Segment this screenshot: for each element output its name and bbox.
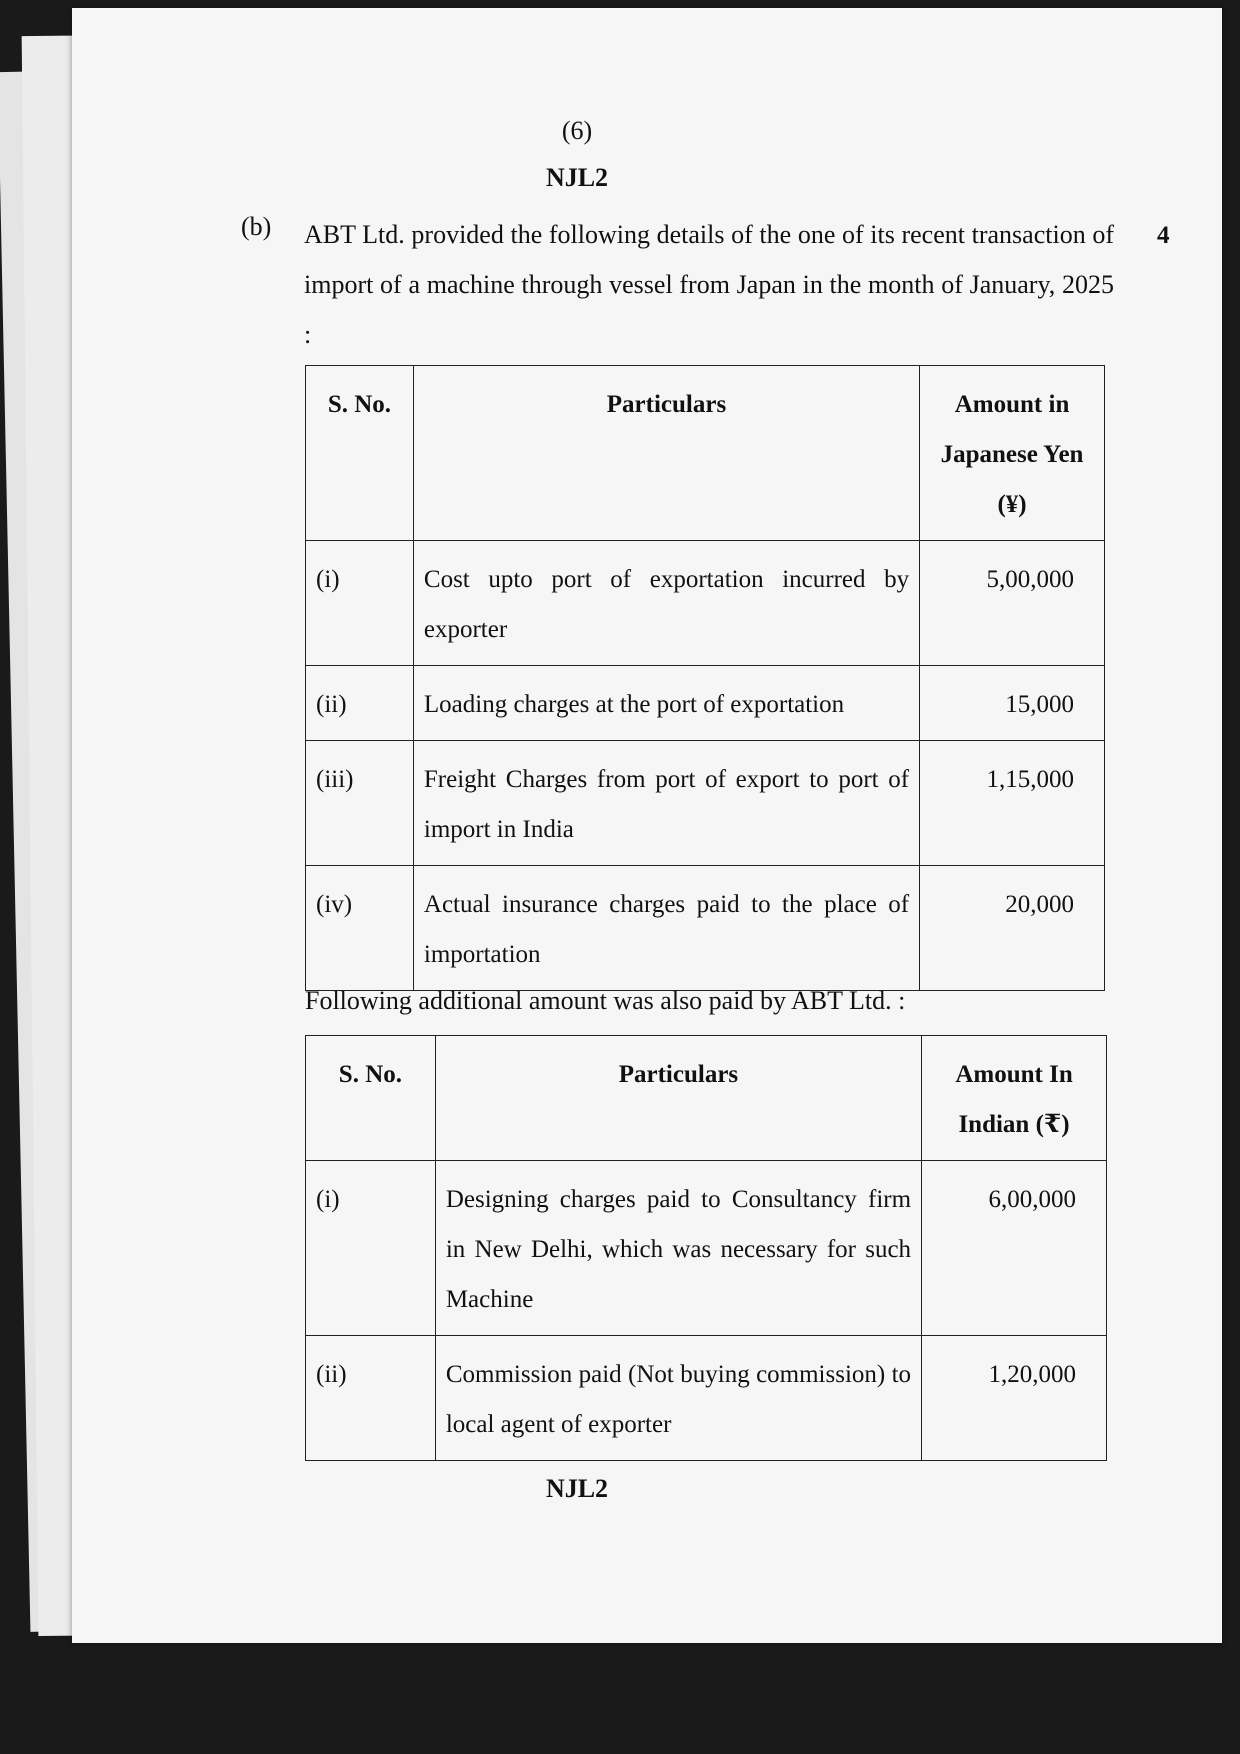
row-sno: (ii) [306, 666, 414, 741]
row-particulars: Loading charges at the port of exportation [413, 666, 919, 741]
row-amount: 5,00,000 [920, 541, 1105, 666]
column-header-amount: Amount in Japanese Yen (¥) [920, 366, 1105, 541]
table-row [306, 541, 1105, 666]
row-amount: 6,00,000 [922, 1161, 1107, 1336]
inr-cost-table [305, 1035, 1107, 1461]
column-header-particulars: Particulars [413, 366, 919, 541]
page-number: (6) [561, 116, 593, 145]
row-sno: (iv) [306, 866, 414, 991]
column-header-sno: S. No. [306, 366, 414, 541]
row-amount: 15,000 [920, 666, 1105, 741]
row-sno: (ii) [306, 1336, 436, 1461]
document-page [72, 8, 1222, 1643]
row-sno: (i) [306, 1161, 436, 1336]
table-row [306, 741, 1105, 866]
question-text: ABT Ltd. provided the following details of the one of its recent transaction of import of a machine through vessel from Japan in the month of January, 2025 : [304, 220, 1114, 349]
paper-code-header: NJL2 [545, 163, 609, 192]
row-amount: 20,000 [920, 866, 1105, 991]
row-particulars: Cost upto port of exportation incurred by exporter [413, 541, 919, 666]
question-marks: 4 [1157, 222, 1170, 249]
table-row [306, 1336, 1107, 1461]
column-header-particulars: Particulars [435, 1036, 921, 1161]
row-particulars: Designing charges paid to Consultancy firm in New Delhi, which was necessary for such Machine [435, 1161, 921, 1336]
row-particulars: Commission paid (Not buying commission) to local agent of exporter [435, 1336, 921, 1461]
question-label: (b) [241, 212, 272, 241]
table-header-row [306, 1036, 1107, 1161]
row-sno: (iii) [306, 741, 414, 866]
row-amount: 1,15,000 [920, 741, 1105, 866]
row-amount: 1,20,000 [922, 1336, 1107, 1461]
additional-amount-text: Following additional amount was also paid by ABT Ltd. : [305, 986, 906, 1015]
column-header-sno: S. No. [306, 1036, 436, 1161]
table-row [306, 866, 1105, 991]
row-sno: (i) [306, 541, 414, 666]
yen-cost-table [305, 365, 1105, 991]
row-particulars: Freight Charges from port of export to port of import in India [413, 741, 919, 866]
table-header-row [306, 366, 1105, 541]
table-row [306, 1161, 1107, 1336]
column-header-amount: Amount In Indian (₹) [922, 1036, 1107, 1161]
table-row [306, 666, 1105, 741]
paper-code-footer: NJL2 [545, 1474, 609, 1503]
row-particulars: Actual insurance charges paid to the place of importation [413, 866, 919, 991]
